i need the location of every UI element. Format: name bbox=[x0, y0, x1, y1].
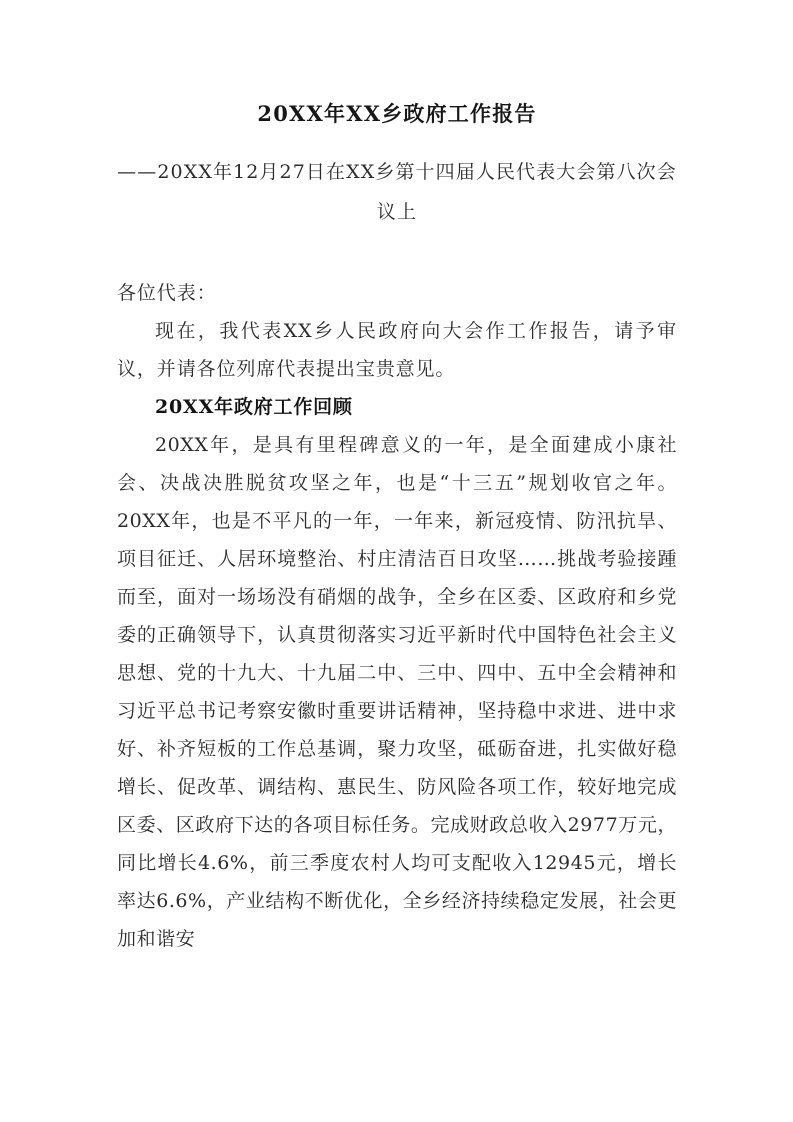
opening-paragraph: 现在，我代表XX乡人民政府向大会作工作报告，请予审议，并请各位列席代表提出宝贵意见。 bbox=[117, 320, 677, 380]
document-content bbox=[117, 0, 677, 958]
document-subtitle: ——20XX年12月27日在XX乡第十四届人民代表大会第八次会议上 bbox=[117, 161, 677, 223]
salutation-line: 各位代表： bbox=[117, 282, 217, 304]
document-title: 20XX年XX乡政府工作报告 bbox=[257, 101, 537, 126]
section-heading-work-review: 20XX年政府工作回顾 bbox=[155, 396, 353, 418]
body-paragraph: 20XX年，是具有里程碑意义的一年，是全面建成小康社会、决战决胜脱贫攻坚之年，也是“十三五”规划收官之年。20XX年，也是不平凡的一年，一年来，新冠疫情、防汛抗旱、项目征迁、人居环境整治、村庄清洁百日攻坚……挑战考验接踵而至，面对一场场没有硝烟的战争，全乡在区委、区政府和乡党委的正确领导下，认真贯彻落实习近平新时代中国特色社会主义思想、党的十九大、十九届二中、三中、四中、五中全会精神和习近平总书记考察安徽时重要讲话精神，坚持稳中求进、进中求好、补齐短板的工作总基调，聚力攻坚，砥砺奋进，扎实做好稳增长、促改革、调结构、惠民生、防风险各项工作，较好地完成区委、区政府下达的各项目标任务。完成财政总收入2977万元，同比增长4.6%，前三季度农村人均可支配收入12945元，增长率达6.6%，产业结构不断优化，全乡经济持续稳定发展，社会更加和谐安 bbox=[117, 434, 677, 950]
